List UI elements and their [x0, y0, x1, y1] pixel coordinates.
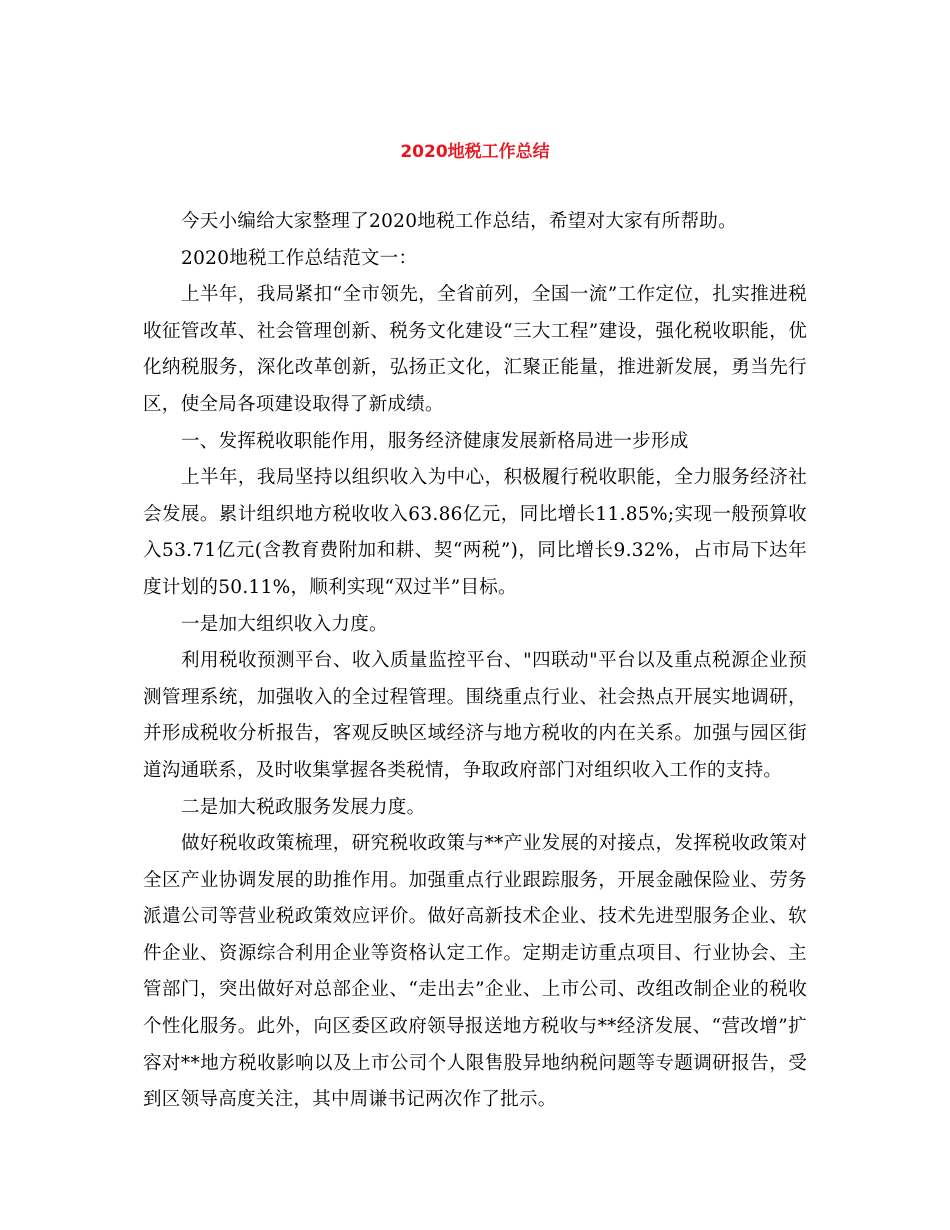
paragraph-intro: 今天小编给大家整理了2020地税工作总结，希望对大家有所帮助。	[181, 211, 737, 232]
paragraph-revenue: 上半年，我局坚持以组织收入为中心，积极履行税收职能，全力服务经济社会发展。累计组织地方税收收入63.86亿元，同比增长11.85%;实现一般预算收入53.71亿元(含教育费附加和耕、契“两税”)，同比增长9.32%，占市局下达年度计划的50.11%，顺利实现“双过半”目标。	[143, 467, 807, 598]
subheading-1: 一是加大组织收入力度。	[181, 613, 388, 635]
document-body	[143, 204, 807, 1119]
paragraph-overview: 上半年，我局紧扣“全市领先，全省前列，全国一流”工作定位，扎实推进税收征管改革、社会管理创新、税务文化建设“三大工程”建设，强化税收职能，优化纳税服务，深化改革创新，弘扬正文化，汇聚正能量，推进新发展，勇当先行区，使全局各项建设取得了新成绩。	[143, 284, 807, 415]
document-title: 2020地税工作总结	[400, 142, 550, 162]
paragraph-platform: 利用税收预测平台、收入质量监控平台、"四联动"平台以及重点税源企业预测管理系统，加强收入的全过程管理。围绕重点行业、社会热点开展实地调研，并形成税收分析报告，客观反映区域经济与地方税收的内在关系。加强与园区街道沟通联系，及时收集掌握各类税情，争取政府部门对组织收入工作的支持。	[143, 650, 807, 781]
subheading-2: 二是加大税政服务发展力度。	[181, 796, 426, 818]
paragraph-policy: 做好税收政策梳理，研究税收政策与**产业发展的对接点，发挥税收政策对全区产业协调发展的助推作用。加强重点行业跟踪服务，开展金融保险业、劳务派遣公司等营业税政策效应评价。做好高新技术企业、技术先进型服务企业、软件企业、资源综合利用企业等资格认定工作。定期走访重点项目、行业协会、主管部门，突出做好对总部企业、“走出去”企业、上市公司、改组改制企业的税收个性化服务。此外，向区委区政府领导报送地方税收与**经济发展、“营改增”扩容对**地方税收影响以及上市公司个人限售股异地纳税问题等专题调研报告，受到区领导高度关注，其中周谦书记两次作了批示。	[143, 833, 807, 1111]
section-heading-1: 一、发挥税收职能作用，服务经济健康发展新格局进一步形成	[181, 430, 689, 452]
paragraph-sample-heading: 2020地税工作总结范文一：	[181, 247, 418, 269]
